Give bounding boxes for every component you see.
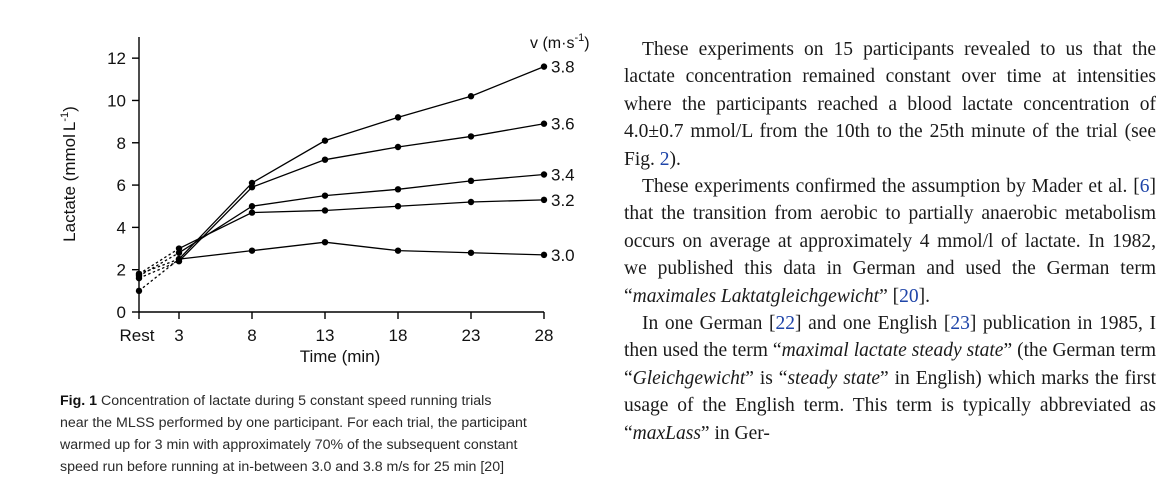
term-italic: maximales Laktatgleichgewicht [632,285,880,307]
paragraph: These experiments confirmed the assumption by Mader et al. [6] that the transition from aerobic to partially anaerobic metabolism occurs on average at approximately 4 mmol/l of lactate. In 1982, we published this data in German and used the German term “maximales Laktatgleichgewicht” [20]. [624,176,1156,307]
series-3-0 [136,239,575,294]
data-point [322,239,328,245]
series-line [179,175,544,253]
y-tick-label: 6 [116,176,126,196]
data-point [541,197,547,203]
series-3-2 [136,191,575,277]
caption-line-1: Concentration of lactate during 5 constant speed running trials [101,393,492,409]
x-tick-label: 8 [247,326,257,345]
series-line [179,67,544,260]
data-point [468,178,474,184]
y-tick-label: 4 [116,218,126,238]
data-point [541,171,547,177]
data-point [136,288,142,294]
data-point [249,247,255,253]
series-label: 3.2 [551,190,575,210]
series-label: 3.4 [551,165,575,185]
figure-link[interactable]: 2 [659,148,670,170]
x-tick-label: Rest [119,326,155,345]
x-tick-label: 3 [174,326,184,345]
data-point [395,114,401,120]
chart-axes [139,37,544,312]
data-point [176,256,182,262]
data-point [322,192,328,198]
chart-series [136,58,575,294]
y-tick-label: 10 [107,91,126,111]
lactate-chart [0,0,610,390]
x-axis-label: Time (min) [299,347,381,366]
legend-title: v $(m\cdot s^{-1})$ [530,32,590,52]
data-point [541,63,547,69]
paragraph: In one German [22] and one English [23] publication in 1985, I then used the term “maximal lactate steady state” (the German term “Gleichgewicht” is “steady state” in English) which marks the first usage of the English term. This term is typically abbreviated as “maxLass” in Ger- [624,313,1157,444]
y-tick-label: 2 [116,260,126,280]
series-label: 3.6 [551,114,575,134]
citation-link[interactable]: 20 [899,285,919,307]
data-point [322,137,328,143]
term-italic: Gleichgewicht [632,367,746,389]
citation-link[interactable]: 22 [775,313,796,335]
series-line [179,200,544,249]
figure-caption [60,390,600,478]
chart-ticks [107,49,553,345]
caption-line-3: warmed up for 3 min with approximately 70% of the subsequent constant [60,437,518,453]
citation-link[interactable]: 23 [950,313,970,335]
data-point [249,209,255,215]
series-3-8 [136,58,575,278]
data-point [322,207,328,213]
data-point [249,203,255,209]
data-point [468,199,474,205]
y-axis-label: Lactate (mmolL$^{-1}$) [59,106,79,242]
data-point [395,247,401,253]
data-point [395,186,401,192]
x-tick-label: 28 [534,326,554,345]
term-italic: maximal lactate steady state [781,340,1004,362]
caption-line-2: near the MLSS performed by one participant. For each trial, the participant [60,415,527,431]
data-point [468,133,474,139]
paragraph: These experiments on 15 participants revealed to us that the lactate concentration remained constant over time at intensities where the participants reached a blood lactate concentration of 4.0±0.7 mmol/L from the 10th to the 25th minute of the trial (see Fig. 2). [624,39,1156,170]
caption-line-4: speed run before running at in-between 3.0 and 3.8 m/s for 25 min [20] [60,459,505,475]
figure-label: Fig. 1 [60,393,98,409]
series-label: 3.8 [551,57,575,77]
rest-segment [139,259,179,274]
series-3-4 [136,166,575,280]
data-point [249,184,255,190]
data-point [468,93,474,99]
series-label: 3.0 [551,245,575,265]
data-point [395,144,401,150]
body-text [624,36,1156,447]
x-tick-label: 13 [315,326,335,345]
x-tick-label: 23 [461,326,481,345]
data-point [541,121,547,127]
data-point [468,250,474,256]
term-italic: maxLass [632,422,701,444]
data-point [541,252,547,258]
data-point [322,156,328,162]
x-tick-label: 18 [388,326,408,345]
citation-link[interactable]: 6 [1139,176,1150,198]
y-tick-label: 0 [116,303,126,322]
data-point [395,203,401,209]
term-italic: steady state [787,367,881,389]
y-tick-label: 8 [116,133,126,153]
data-point [136,271,142,277]
data-point [176,245,182,251]
series-line [179,242,544,259]
y-tick-label: 12 [107,49,126,69]
